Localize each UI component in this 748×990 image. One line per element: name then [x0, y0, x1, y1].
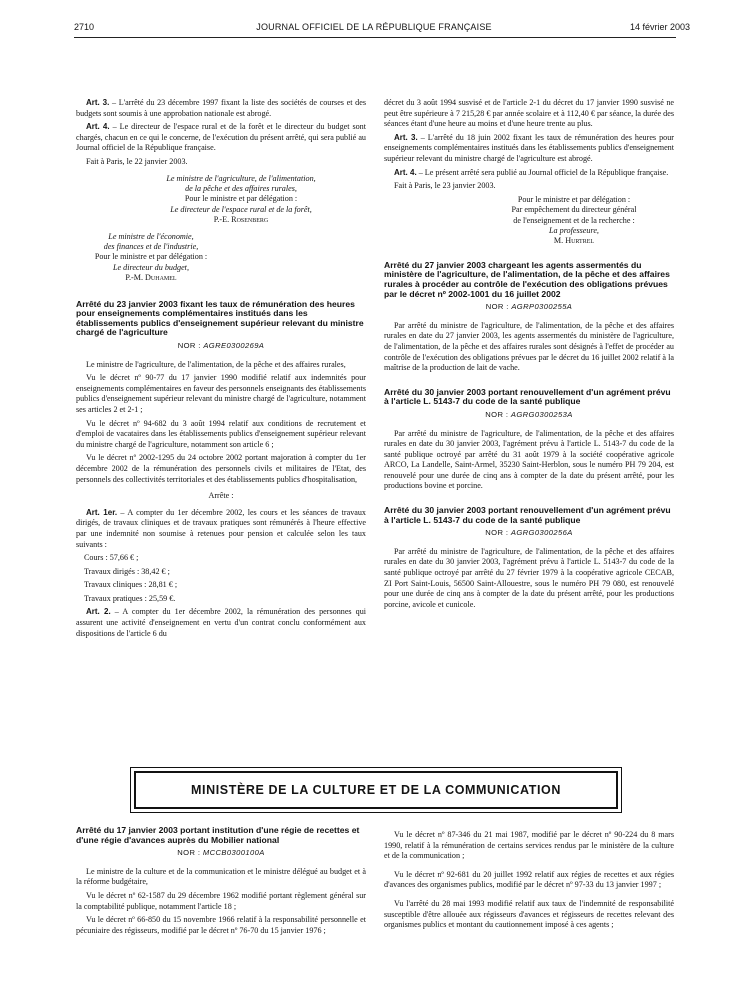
header-rule: [74, 37, 676, 38]
right-column-lower: Vu le décret nº 87-346 du 21 mai 1987, modifié par le décret nº 90-224 du 8 mars 1990, relatif à la rémunération de certains services rendus par le ministère de la culture et de la communication ; Vu le décret nº 92-681 du 20 juillet 1992 relatif aux régies de recettes et aux régies d'avances des organismes publics, modifié par le décret nº 97-33 du 13 janvier 1997 ; Vu l'arrêté du 28 mai 1993 modifié relatif aux taux de l'indemnité de responsabilité susceptible d'être allouée aux régisseurs d'avances et régisseurs de recettes relevant des organismes publics et montant du cautionnement imposé à ces agents ;: [384, 830, 674, 930]
page-number: 2710: [74, 22, 95, 32]
right-column-upper: décret du 3 août 1994 susvisé et de l'article 2-1 du décret du 17 janvier 1990 susvisé ne peut être supérieure à 7 215,28 € par année scolaire et à 112,40 € par séance, la durée des séances étant d'une heure au moins et d'une heure trente au plus. Art. 3. – L'arrêté du 18 juin 2002 fixant les taux de rémunération des heures pour enseignements complémentaires institués dans les établissements publics d'enseignement supérieur relevant du ministre chargé de l'agriculture est abrogé. Art. 4. – Le présent arrêté sera publié au Journal officiel de la République française. Fait à Paris, le 23 janvier 2003. Pour le ministre et par délégation : Par empêchement du directeur général de l'enseignement et de la recherche : La professeure, M. Hurtrel Arrêté du 27 janvier 2003 chargeant les agents assermentés du ministère de l'agriculture, de l'alimentation, de la pêche et des affaires rurales à procéder au contrôle de l'exécution des obligations prévues par le décret nº 2002-1001 du 16 juillet 2002 NOR : AGRP0300255A Par arrêté du ministre de l'agriculture, de l'alimentation, de la pêche et des affaires rurales en date du 27 janvier 2003, les agents assermentés du ministère de l'agriculture, de l'alimentation, de la pêche et des affaires rurales sont désignés à l'effet de procéder au contrôle de l'exécution des obligations prévues par le décret du 16 juillet 2002 relatif à la maîtrise de la production de lait de vache. Arrêté du 30 janvier 2003 portant renouvellement d'un agrément prévu à l'article L. 5143-7 du code de la santé publique NOR : AGRG0300253A Par arrêté du ministre de l'agriculture, de l'alimentation, de la pêche et des affaires rurales en date du 30 janvier 2003, l'agrément prévu à l'article L. 5143-7 du code de la santé publique octroyé par arrêté du 31 août 1979 à la société coopérative agricole ARCO, La Landelle, Saint-Armel, 35230 Saint-Herblon, sous le numéro PH 79 204, est renouvelé pour une durée de cinq ans à compter de la date du présent arrêté, pour les productions bovine et porcine. Arrêté du 30 janvier 2003 portant renouvellement d'un agrément prévu à l'article L. 5143-7 du code de la santé publique NOR : AGRG0300256A Par arrêté du ministre de l'agriculture, de l'alimentation, de la pêche et des affaires rurales en date du 30 janvier 2003, l'agrément prévu à l'article L. 5143-7 du code de la santé publique octroyé par arrêté du 27 février 1979 à la coopérative agricole CECAB, ZI Port Saint-Louis, 56500 Saint-Allouestre, sous le numéro PH 79 080, est renouvelé pour une durée de cinq ans à compter de la date du présent arrêté, pour les productions porcine, avicole et cunicole.: [384, 98, 675, 609]
nor-reference: NOR : AGRE0300269A: [177, 341, 265, 350]
fait-line: Fait à Paris, le 23 janvier 2003.: [394, 181, 496, 191]
nor-reference: NOR : AGRG0300256A: [485, 528, 573, 538]
ministry-heading: MINISTÈRE DE LA CULTURE ET DE LA COMMUNICATION: [134, 771, 618, 809]
arrete-title: Arrêté du 17 janvier 2003 portant institution d'une régie de recettes et d'une régie d'avances auprès du Mobilier national: [76, 825, 360, 845]
left-column-upper: Art. 3. – L'arrêté du 23 décembre 1997 fixant la liste des sociétés de courses et des budgets sont soumis à une approbation nationale est abrogé. Art. 4. – Le directeur de l'espace rural et de la forêt et le directeur du budget sont chargés, chacun en ce qui le concerne, de l'exécution du présent arrêté, qui sera publié au Journal officiel de la République française. Fait à Paris, le 22 janvier 2003. Le ministre de l'agriculture, de l'alimentation, de la pêche et des affaires rurales, Pour le ministre et par délégation : Le directeur de l'espace rural et de la forêt, P.-E. Rosenberg Le ministre de l'économie, des finances et de l'industrie, Pour le ministre et par délégation : Le directeur du budget, P.-M. Duhamel Arrêté du 23 janvier 2003 fixant les taux de rémunération des heures pour enseignements complémentaires institués dans les établissements publics d'enseignement supérieur relevant du ministre chargé de l'agriculture NOR : AGRE0300269A Le ministre de l'agriculture, de l'alimentation, de la pêche et des affaires rurales, Vu le décret nº 90-77 du 17 janvier 1990 modifié relatif aux indemnités pour enseignements complémentaires en faveur des personnels enseignants des établissements publics d'enseignement supérieur relevant du ministre chargé de l'agriculture, notamment ses articles 2 et 2-1 ; Vu le décret nº 94-682 du 3 août 1994 relatif aux conditions de recrutement et d'emploi de vacataires dans les établissements publics d'enseignement supérieur relevant du ministre chargé de l'agriculture, notamment son article 6 ; Vu le décret nº 2002-1295 du 24 octobre 2002 portant majoration à compter du 1er décembre 2002 de la rémunération des personnels civils et militaires de l'Etat, des personnels des collectivités territoriales et des établissements publics d'hospitalisation, Arrête : Art. 1er. – A compter du 1er décembre 2002, les cours et les séances de travaux dirigés, de travaux cliniques et de travaux pratiques sont rémunérés à l'heure effective par une indemnité non soumise à retenues pour pension et calculée selon les taux suivants : Cours : 57,66 € ; Travaux dirigés : 38,42 € ; Travaux cliniques : 28,81 € ; Travaux pratiques : 25,59 €. Art. 2. – A compter du 1er décembre 2002, la rémunération des personnes qui assurent une activité d'enseignement en vertu d'un contrat conclu conformément aux dispositions de l'article 6 du: [76, 98, 367, 638]
art4-paragraph: Art. 4. – Le directeur de l'espace rural et de la forêt et le directeur du budget sont chargés, chacun en ce qui le concerne, de l'exécution du présent arrêté, qui sera publié au Journal officiel de la République française.: [76, 122, 367, 153]
signatory-name: M. Hurtrel: [553, 236, 595, 246]
page-header: [0, 22, 748, 36]
signatory-name: P.-E. Rosenberg: [213, 215, 269, 225]
rate-line: Cours : 57,66 € ;: [84, 553, 139, 563]
arrete-title: Arrêté du 23 janvier 2003 fixant les taux de rémunération des heures pour enseignements complémentaires institués dans les établissements publics d'enseignement supérieur relevant du ministre chargé de l'agriculture: [76, 298, 364, 338]
art4-paragraph: Art. 4. – Le présent arrêté sera publié au Journal officiel de la République française.: [394, 167, 669, 177]
signature-block-2: Le ministre de l'économie, des finances et de l'industrie, Pour le ministre et par délégation : Le directeur du budget, P.-M. Duhamel: [76, 232, 226, 284]
nor-reference: NOR : AGRG0300253A: [485, 409, 573, 419]
journal-title: JOURNAL OFFICIEL DE LA RÉPUBLIQUE FRANÇAISE: [256, 22, 492, 32]
fait-line: Fait à Paris, le 22 janvier 2003.: [86, 156, 188, 166]
arrete-title: Arrêté du 30 janvier 2003 portant renouvellement d'un agrément prévu à l'article L. 5143-7 du code de la santé publique: [384, 505, 671, 525]
signature-block-3: Pour le ministre et par délégation : Par empêchement du directeur général de l'enseignement et de la recherche : La professeure, M. Hurtrel: [384, 195, 674, 247]
issue-date: 14 février 2003: [629, 22, 690, 32]
art3-paragraph: Art. 3. – L'arrêté du 23 décembre 1997 fixant la liste des sociétés de courses et des budgets sont soumis à une approbation nationale est abrogé.: [76, 98, 366, 118]
signatory-name: P.-M. Duhamel: [125, 273, 177, 283]
arrete-keyword: Arrête :: [208, 491, 234, 501]
art2-paragraph: Art. 2. – A compter du 1er décembre 2002, la rémunération des personnes qui assurent une activité d'enseignement en vertu d'un contrat conclu conformément aux dispositions de l'article 6 du: [76, 607, 367, 638]
left-column-lower: Arrêté du 17 janvier 2003 portant institution d'une régie de recettes et d'une régie d'avances auprès du Mobilier national NOR : MCCB0300100A Le ministre de la culture et de la communication et le ministre délégué au budget et à la réforme budgétaire, Vu le décret nº 62-1587 du 29 décembre 1962 modifié portant règlement général sur la comptabilité publique, notamment l'article 18 ; Vu le décret nº 66-850 du 15 novembre 1966 relatif à la responsabilité personnelle et pécuniaire des régisseurs, modifié par le décret nº 76-70 du 15 janvier 1976 ;: [76, 825, 366, 935]
art3-paragraph: Art. 3. – L'arrêté du 18 juin 2002 fixant les taux de rémunération des heures pour enseignements complémentaires institués dans les établissements publics d'enseignement supérieur relevant du ministre chargé de l'agriculture est abrogé.: [384, 132, 675, 163]
arrete-title: Arrêté du 30 janvier 2003 portant renouvellement d'un agrément prévu à l'article L. 5143-7 du code de la santé publique: [384, 386, 671, 407]
signature-block-1: Le ministre de l'agriculture, de l'alimentation, de la pêche et des affaires rurales, Pour le ministre et par délégation : Le directeur de l'espace rural et de la forêt, P.-E. Rosenberg: [76, 174, 366, 226]
art1-paragraph: Art. 1er. – A compter du 1er décembre 2002, les cours et les séances de travaux dirigés, de travaux cliniques et de travaux pratiques sont rémunérés à l'heure effective par une indemnité non soumise à retenues pour pension et calculée selon les taux suivants :: [76, 507, 366, 549]
rate-line: Travaux cliniques : 28,81 € ;: [84, 580, 178, 590]
rate-line: Travaux pratiques : 25,59 €.: [84, 593, 176, 603]
arrete-title: Arrêté du 27 janvier 2003 chargeant les agents assermentés du ministère de l'agriculture, de l'alimentation, de la pêche et des affaires rurales à procéder au contrôle de l'exécution des obligations prévues par le décret nº 2002-1001 du 16 juillet 2002: [384, 259, 670, 299]
rate-line: Travaux dirigés : 38,42 € ;: [84, 566, 170, 576]
nor-reference: NOR : AGRP0300255A: [485, 302, 573, 312]
nor-reference: NOR : MCCB0300100A: [177, 848, 265, 858]
